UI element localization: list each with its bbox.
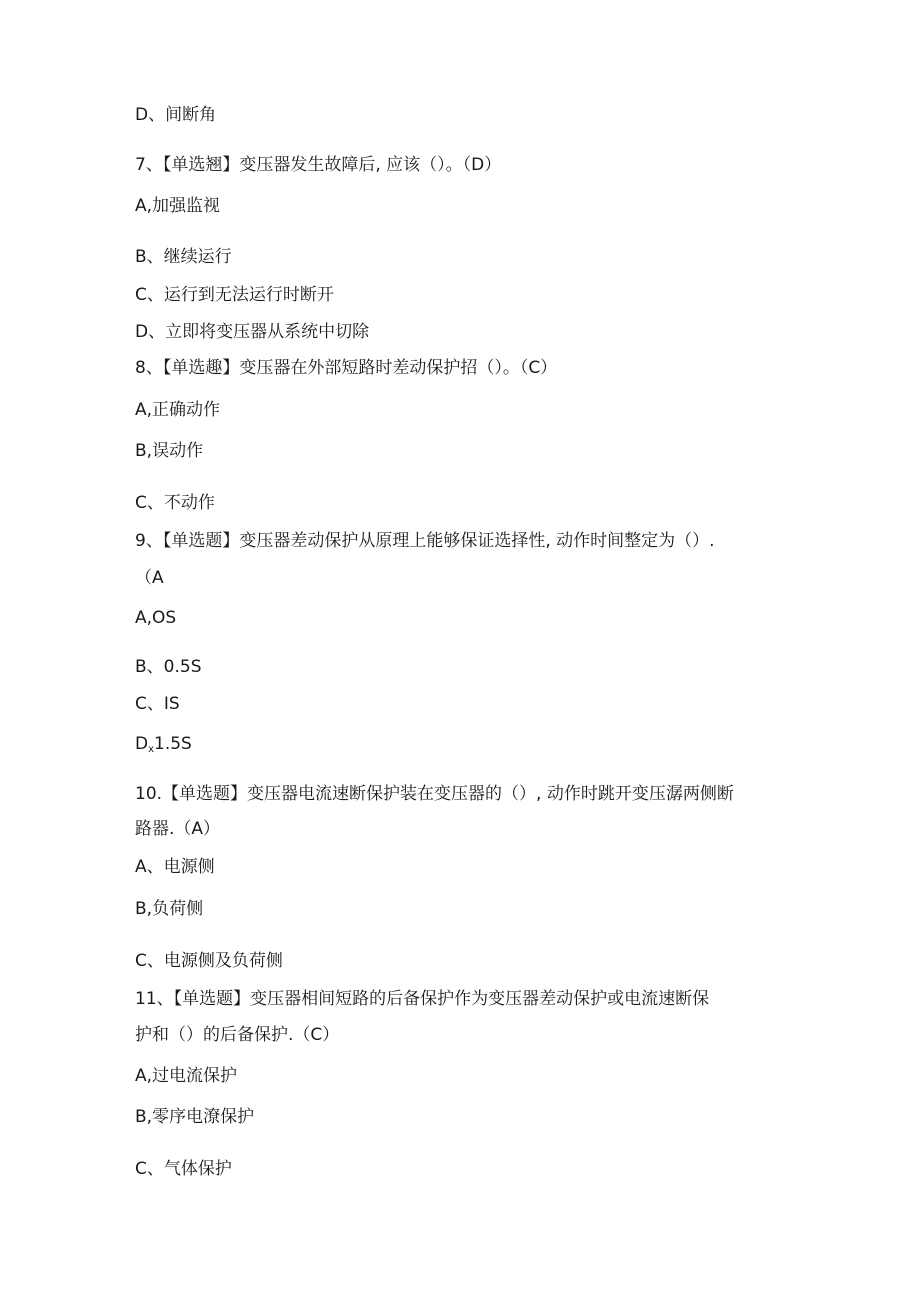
- option-9d-sub: x: [148, 744, 155, 755]
- option-11a: A,过电流保护: [135, 1066, 238, 1086]
- question-11-cont: 护和（）的后备保护.（C）: [135, 1025, 340, 1045]
- option-11c: C、气体保护: [135, 1159, 232, 1179]
- option-7b: B、继续运行: [135, 247, 232, 267]
- option-8b: B,误动作: [135, 441, 204, 461]
- option-9c: C、IS: [135, 694, 180, 714]
- option-11b: B,零序电潦保护: [135, 1107, 255, 1127]
- option-10c: C、电源侧及负荷侧: [135, 951, 283, 971]
- question-9: 9、【单选题】变压器差动保护从原理上能够保证选择性, 动作时间整定为（）.: [135, 531, 715, 551]
- option-10b: B,负荷侧: [135, 899, 204, 919]
- question-11: 11、【单选题】变压器相间短路的后备保护作为变压器差动保护或电流速断保: [135, 989, 710, 1009]
- option-9d-value: 1.5S: [154, 734, 192, 754]
- option-9b: B、0.5S: [135, 657, 202, 677]
- option-8c: C、不动作: [135, 493, 215, 513]
- option-8a: A,正确动作: [135, 400, 221, 420]
- option-9a: A,OS: [135, 608, 177, 628]
- option-9d-letter: D: [135, 734, 149, 754]
- option-9d: [135, 733, 192, 761]
- question-10-cont: 路器.（A）: [135, 819, 221, 839]
- option-6d: D、间断角: [135, 105, 217, 125]
- question-10: 10.【单选题】变压器电流速断保护装在变压器的（）, 动作时跳开变压潺两侧断: [135, 784, 734, 804]
- option-7a: A,加强监视: [135, 196, 221, 216]
- question-9-answer: （A: [135, 568, 164, 588]
- question-7: 7、【单选翘】变压器发生故障后, 应该（）。（D）: [135, 155, 502, 175]
- option-7d: D、立即将变压器从系统中切除: [135, 322, 370, 342]
- option-10a: A、电源侧: [135, 857, 215, 877]
- option-7c: C、运行到无法运行时断开: [135, 285, 334, 305]
- question-8: 8、【单选趣】变压器在外部短路时差动保护招（）。（C）: [135, 358, 558, 378]
